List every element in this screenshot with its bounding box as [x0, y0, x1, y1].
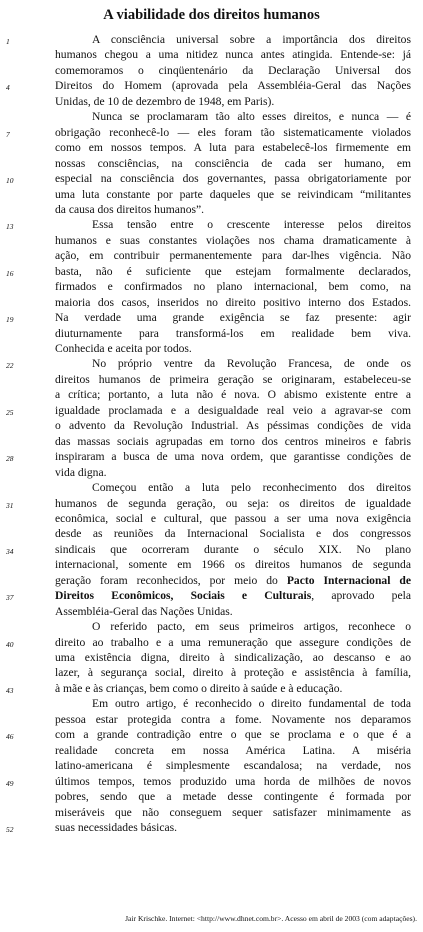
line-number: 52	[6, 824, 14, 834]
text-line: sindicais que ocorreram durante o século XIX. No plano	[55, 542, 411, 556]
text-line: como em nossos tempos. A luta para estabelecê-los firmemente em	[55, 141, 411, 155]
text-line: à mãe e às crianças, bem como o direito à saúde e à educação.	[55, 681, 343, 695]
text-line: comemoramos o cinqüentenário da Declaração Universal dos	[55, 63, 411, 77]
line-number: 22	[6, 361, 14, 371]
line-number: 16	[6, 268, 14, 278]
text-line: firmados e confirmados no plano internacional, bem como, na	[55, 280, 411, 294]
text-line: direito ao trabalho e a uma remuneração que assegure condições de	[55, 635, 411, 649]
text-line: nossas consciências, na consciência de cada ser humano, em	[55, 156, 411, 170]
text-line: Nunca se proclamaram tão alto esses direitos, e nunca — é	[92, 110, 411, 124]
text-line: vida digna.	[55, 465, 107, 479]
line-number: 7	[6, 129, 10, 139]
text-line: humanos e suas constantes violações nos chama dramaticamente à	[55, 233, 411, 247]
text-line: realidade concreta em nossa América Latina. A miséria	[55, 743, 411, 757]
text-line: diuturnamente para transformá-los em realidade bem viva.	[55, 326, 411, 340]
text-line: da causa dos direitos humanos”.	[55, 202, 205, 216]
pact-name-part2: Direitos Econômicos, Sociais e Culturais	[55, 589, 312, 603]
text-line: humanos de segunda geração, ou seja: os direitos de igualdade	[55, 496, 411, 510]
text-line: humanos chegou a uma nitidez nunca antes atingida. Entende-se: já	[55, 48, 411, 62]
text-line: econômica, social e cultural, que passou a ser uma nova exigência	[55, 511, 411, 525]
text-line: com a grande contradição entre o que se proclama e o que é a	[55, 728, 411, 742]
text-line: Unidas, de 10 de dezembro de 1948, em Paris).	[55, 94, 275, 108]
text-line: Começou então a luta pelo reconhecimento dos direitos	[92, 481, 411, 495]
text-line: A consciência universal sobre a importância dos direitos	[92, 33, 411, 46]
line-number: 4	[6, 83, 10, 93]
text-line: Essa tensão entre o crescente interesse pelos direitos	[92, 218, 411, 232]
text-line: uma existência digna, direito à sindicalização, ao descanso e ao	[55, 651, 411, 664]
text-line: pessoa estar protegida contra a fome. Novamente nos deparamos	[55, 712, 411, 726]
line-number: 37	[6, 593, 14, 603]
line-number: 13	[6, 222, 14, 232]
text-line: uma luta constante por parte daqueles que se reivindicam “militantes	[55, 187, 411, 201]
text-line: Direitos Econômicos, Sociais e Culturais, aprovado pela	[55, 589, 411, 603]
text-line: internacional, somente em 1966 os direitos humanos de segunda	[55, 558, 411, 572]
text-line: desde as reuniões da Internacional Socialista e dos congressos	[55, 527, 411, 541]
line-number: 10	[6, 176, 14, 186]
text-line: O referido pacto, em seus primeiros artigos, reconhece o	[92, 620, 411, 634]
text-line: geração foram reconhecidos, por meio do Pacto Internacional de	[55, 573, 411, 587]
text-line: Conhecida e aceita por todos.	[55, 342, 192, 355]
line-number: 25	[6, 407, 14, 417]
text-line: últimos tempos, temos produzido uma horda de milhões de novos	[55, 774, 411, 788]
text-line: especial na consciência dos governantes, passa obrigatoriamente por	[55, 172, 411, 186]
line-number: 28	[6, 454, 14, 464]
text-line: suas necessidades básicas.	[55, 820, 178, 834]
text-line: Em outro artigo, é reconhecido o direito fundamental de toda	[92, 697, 411, 711]
text-line: das massas sociais agrupadas em torno dos centros mineiros e fabris	[55, 434, 411, 448]
line-number: 46	[6, 732, 14, 742]
text-line: inspiraram a busca de uma nova ordem, que garantisse condições de	[55, 450, 411, 464]
text-line: Assembléia-Geral das Nações Unidas.	[55, 604, 233, 618]
text-line: obrigação reconhecê-lo — eles foram tão sistematicamente violados	[55, 125, 411, 139]
article-title: A viabilidade dos direitos humanos	[103, 7, 320, 23]
text-line: No próprio ventre da Revolução Francesa, de onde os	[92, 357, 411, 371]
text-line: Na verdade uma grande exigência se faz presente: agir	[55, 311, 411, 325]
text-line: pobres, sendo que a metade desse contingente é formada por	[55, 790, 411, 804]
text-line: Direitos do Homem (aprovada pela Assembléia-Geral das Nações	[55, 79, 411, 93]
text-line: latino-americana é simplesmente escandalosa; na verdade, nos	[55, 759, 411, 773]
line-number: 43	[6, 685, 14, 695]
pact-name-part1: Pacto Internacional de	[286, 573, 411, 587]
line-number: 40	[6, 639, 14, 649]
line-number: 31	[6, 500, 14, 510]
text-line: lazer, à segurança social, direito à proteção e assistência à família,	[55, 666, 411, 680]
text-line: igualdade proclamada e a desigualdade real veio a agravar-se com	[55, 403, 411, 417]
line-number: 49	[6, 778, 14, 788]
line-number: 34	[6, 546, 14, 556]
line-number: 19	[6, 315, 14, 325]
line-number: 1	[6, 37, 10, 46]
text-line: basta, não é suficiente que estejam formalmente declarados,	[55, 264, 411, 278]
text-line: miseráveis que não conseguem sequer satisfazer minimamente as	[55, 805, 411, 819]
text-line: o advento da Revolução Industrial. As péssimas condições de vida	[55, 419, 411, 433]
text-line: direitos humanos de primeira geração se originaram, estabeleceu-se	[55, 372, 411, 386]
text-line: a crítica; portanto, a luta não é nova. O abismo existente entre a	[55, 388, 411, 402]
text-line: maioria dos casos, inseridos no direito positivo interno dos Estados.	[55, 295, 411, 309]
text-line: ação, em contribuir permanentemente para dar-lhes vigência. Não	[55, 249, 411, 263]
source-citation: Jair Krischke. Internet: <http://www.dhnet.com.br>. Acesso em abril de 2003 (com adaptações).	[125, 914, 417, 923]
